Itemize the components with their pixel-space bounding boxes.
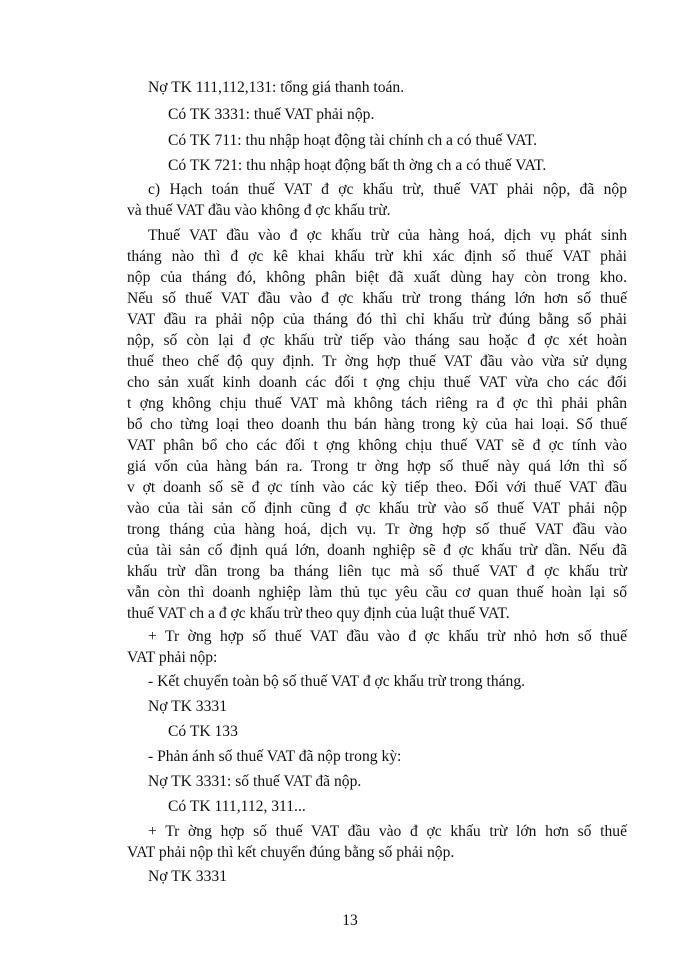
text-line: Có TK 711: thu nhập hoạt động tài chính ch a có thuế VAT. bbox=[168, 132, 538, 149]
paragraph-line: VAT phải nộp thì kết chuyển đúng bằng số phải nộp. bbox=[127, 844, 455, 861]
paragraph-line: vào của tài sản cố định cũng đ ợc khấu trừ vào số thuế VAT phải nộp bbox=[127, 500, 627, 517]
paragraph-line: cho sản xuất kinh doanh các đối t ợng chịu thuế VAT vừa cho các đối bbox=[127, 374, 627, 391]
paragraph-line: khấu trừ dần trong ba tháng liên tục mà số thuế VAT đ ợc khấu trừ bbox=[127, 563, 627, 580]
paragraph-line: Thuế VAT đầu vào đ ợc khấu trừ của hàng hoá, dịch vụ phát sinh bbox=[148, 227, 627, 244]
list-item: - Kết chuyển toàn bộ số thuế VAT đ ợc khấu trừ trong tháng. bbox=[148, 673, 526, 690]
text-line: Có TK 3331: thuế VAT phải nộp. bbox=[168, 106, 375, 123]
section-heading: c) Hạch toán thuế VAT đ ợc khấu trừ, thuế VAT phải nộp, đã nộp bbox=[148, 181, 627, 198]
paragraph-line: bổ cho từng loại theo doanh thu bán hàng trong kỳ của hai loại. Số thuế bbox=[127, 416, 627, 433]
paragraph-line: trong tháng của hàng hoá, dịch vụ. Tr ờng hợp số thuế VAT đầu vào bbox=[127, 521, 627, 538]
paragraph-line: nộp của tháng đó, không phân biệt đã xuất dùng hay còn trong kho. bbox=[127, 269, 627, 286]
paragraph-line: VAT đầu ra phải nộp của tháng đó thì chỉ khấu trừ đúng bằng số phải bbox=[127, 311, 627, 328]
journal-entry-debit: Nợ TK 3331 bbox=[148, 698, 227, 715]
list-item: - Phản ánh số thuế VAT đã nộp trong kỳ: bbox=[148, 748, 402, 765]
paragraph-line: v ợt doanh số sẽ đ ợc tính vào các kỳ tiếp theo. Đối với thuế VAT đầu bbox=[127, 479, 627, 496]
paragraph-line: tháng nào thì đ ợc kê khai khấu trừ khi xác định số thuế VAT phải bbox=[127, 248, 627, 265]
page-number: 13 bbox=[342, 912, 358, 929]
paragraph-line: giá vốn của hàng bán ra. Trong tr ờng hợp số thuế này quá lớn thì số bbox=[127, 458, 627, 475]
paragraph-line: VAT phải nộp: bbox=[127, 649, 218, 666]
paragraph-line: VAT phân bổ cho các đối t ợng không chịu thuế VAT sẽ đ ợc tính vào bbox=[127, 437, 627, 454]
paragraph-line: t ợng không chịu thuế VAT mà không tách riêng ra đ ợc thì phải phân bbox=[127, 395, 627, 412]
journal-entry-debit: Nợ TK 3331: số thuế VAT đã nộp. bbox=[148, 773, 362, 790]
paragraph-line: Nếu số thuế VAT đầu vào đ ợc khấu trừ trong tháng lớn hơn số thuế bbox=[127, 290, 627, 307]
journal-entry-credit: Có TK 133 bbox=[168, 723, 238, 740]
section-heading-continued: và thuế VAT đầu vào không đ ợc khấu trừ. bbox=[127, 202, 391, 219]
paragraph-line: thuế theo chế độ quy định. Tr ờng hợp thuế VAT đầu vào vừa sử dụng bbox=[127, 353, 627, 370]
paragraph-line: của tài sản cố định quá lớn, doanh nghiệp sẽ đ ợc khấu trừ dần. Nếu đã bbox=[127, 542, 627, 559]
paragraph-line: vẫn còn thì doanh nghiệp làm thủ tục yêu cầu cơ quan thuế hoàn lại số bbox=[127, 584, 627, 601]
journal-entry-credit: Có TK 111,112, 311... bbox=[168, 798, 306, 815]
journal-entry-debit: Nợ TK 3331 bbox=[148, 868, 227, 885]
paragraph-line: thuế VAT ch a đ ợc khấu trừ theo quy định của luật thuế VAT. bbox=[127, 605, 510, 622]
text-line: Nợ TK 111,112,131: tổng giá thanh toán. bbox=[148, 79, 405, 96]
paragraph-line: nộp, số còn lại đ ợc khấu trừ tiếp vào tháng sau hoặc đ ợc xét hoàn bbox=[127, 332, 627, 349]
paragraph-line: + Tr ờng hợp số thuế VAT đầu vào đ ợc khấu trừ lớn hơn số thuế bbox=[148, 823, 627, 840]
paragraph-line: + Tr ờng hợp số thuế VAT đầu vào đ ợc khấu trừ nhỏ hơn số thuế bbox=[148, 628, 627, 645]
text-line: Có TK 721: thu nhập hoạt động bất th ờng ch a có thuế VAT. bbox=[168, 157, 547, 174]
